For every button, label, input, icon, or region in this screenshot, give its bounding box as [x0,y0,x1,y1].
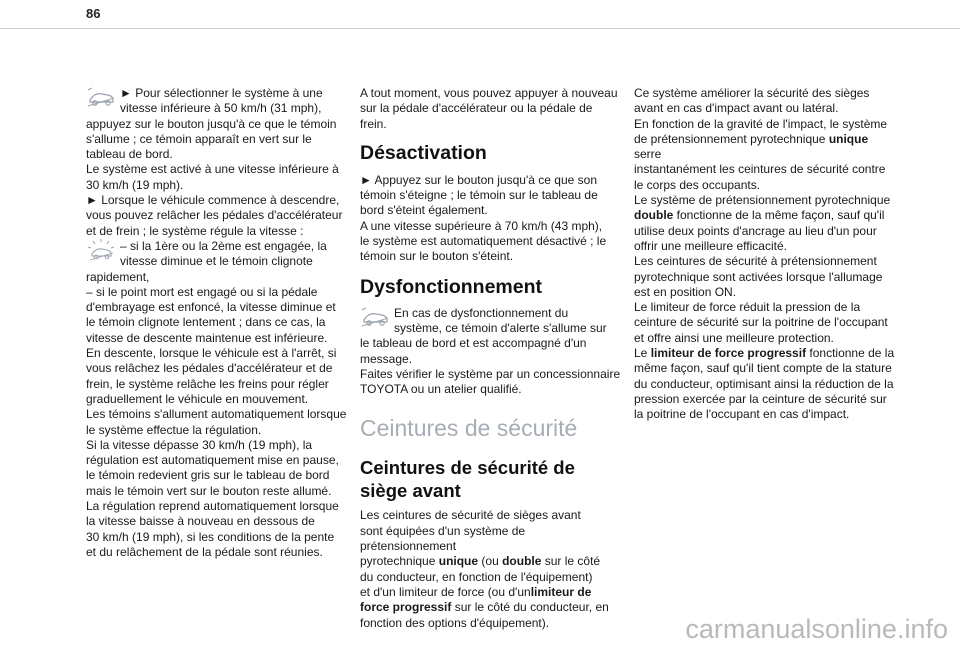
text-line [360,554,622,569]
text-line: et offre ainsi une meilleure protection. [634,330,834,345]
bold-term: unique [438,554,479,569]
text-line: ► Pour sélectionner le système à une [120,86,323,100]
text-line: utilise deux points d'ancrage au lieu d'un pour [634,223,877,238]
text-line: sont équipées d'un système de prétensionnement [360,523,526,554]
text-line: rapidement, [86,269,150,284]
text-line: et de frein ; le système régule la vitesse : [86,223,304,238]
text-line: le tableau de bord et est accompagné d'un [360,336,587,351]
text-run: Le [634,346,651,361]
text-line: bord s'éteint également. [360,203,488,218]
text-run: sur le côté du conducteur, en [451,600,609,615]
column-right [634,86,898,423]
heading-desactivation: Désactivation [360,141,487,164]
text-line: avant en cas d'impact avant ou latéral. [634,101,839,116]
descent-control-warning-icon [360,306,390,328]
text-line: du conducteur, optimisant ainsi la réduction de la [634,376,894,391]
text-line: frein. [360,116,387,131]
text-run: et d'un limiteur de force (ou d'un [360,584,531,599]
text-line: Faites vérifier le système par un concessionnaire [360,366,621,381]
bold-term: force progressif [360,600,452,615]
section-title-ceintures: Ceintures de sécurité [360,415,578,442]
text-line: Le système de prétensionnement pyrotechnique [634,193,891,208]
indicator-paragraph-1 [86,86,351,117]
text-line: pression exercée par la ceinture de sécurité sur [634,391,887,406]
text-line: Si la vitesse dépasse 30 km/h (19 mph), la [86,437,313,452]
text-line: fonction des options d'équipement). [360,615,550,630]
text-line: tableau de bord. [86,147,173,162]
text-line: La régulation reprend automatiquement lorsque [86,499,339,514]
text-run: (ou [478,554,503,569]
text-line: le corps des occupants. [634,177,761,192]
text-line: le témoin redevient gris sur le tableau de bord [86,468,330,483]
text-line: Le système est activé à une vitesse inférieure à [86,162,339,177]
text-run: de prétensionnement pyrotechnique [634,131,829,146]
text-line: 30 km/h (19 mph). [86,177,184,192]
text-run: serre [634,147,662,162]
text-line: témoin sur le bouton s'éteint. [360,249,514,264]
descent-control-blinking-icon [86,239,116,261]
text-line: pyrotechnique sont activées lorsque l'allumage [634,269,883,284]
heading-dysfonctionnement: Dysfonctionnement [360,275,543,298]
text-line: instantanément les ceintures de sécurité contre [634,162,886,177]
subheading-line-1: Ceintures de sécurité de [360,457,575,479]
text-line: A tout moment, vous pouvez appuyer à nouveau [360,86,618,100]
text-line: frein, le système relâche les freins pour régler [86,376,329,391]
text-line: vitesse inférieure à 50 km/h (31 mph), [120,101,322,116]
text-line: – si le point mort est engagé ou si la pédale [86,284,318,299]
text-line: 30 km/h (19 mph), si les conditions de la pente [86,529,335,544]
text-line: le système est automatiquement désactivé ; le [360,234,607,249]
text-line: graduellement le véhicule en mouvement. [86,391,309,406]
text-line: Le limiteur de force réduit la pression de la [634,300,861,315]
text-line: vous relâchez les pédales d'accélérateur et de [86,361,333,376]
bold-term: unique [828,131,869,146]
text-line: s'allume ; ce témoin apparaît en vert sur le [86,131,312,146]
bold-term: double [502,554,542,569]
text-line: régulation est automatiquement mise en pause, [86,453,339,468]
text-line: le témoin clignote lentement ; dans ce cas, la [86,315,326,330]
text-line: même façon, sauf qu'il tient compte de la stature [634,361,892,376]
text-line: ceinture de sécurité sur la poitrine de l'occupant [634,315,888,330]
text-line: sur la pédale d'accélérateur ou la pédale de [360,101,593,116]
text-line: vitesse de descente maintenue est inférieure. [86,330,328,345]
subheading-line-2: siège avant [360,480,461,502]
text-line: offrir une meilleure efficacité. [634,238,787,253]
text-line: appuyez sur le bouton jusqu'à ce que le témoin [86,116,337,131]
text-line: et du relâchement de la pédale sont réunies. [86,544,323,559]
warning-paragraph [360,306,622,337]
text-line: ► Appuyez sur le bouton jusqu'à ce que son [360,172,597,187]
text-line: témoin s'éteigne ; le témoin sur le tableau de [360,188,598,203]
text-run: fonctionne de la même façon, sauf qu'il [673,208,885,223]
text-line: TOYOTA ou un atelier qualifié. [360,382,522,397]
text-line: d'embrayage est enfoncé, la vitesse diminue et [86,300,336,315]
bold-term: limiteur de [530,584,592,599]
text-line: En fonction de la gravité de l'impact, le système [634,116,888,131]
text-line: vous pouvez relâcher les pédales d'accélérateur [86,208,343,223]
header-divider [0,28,960,29]
text-line: le système effectue la régulation. [86,422,262,437]
text-line: Les ceintures de sécurité à prétensionnement [634,254,877,269]
text-line [360,585,622,600]
column-left [86,86,351,560]
text-line: est en position ON. [634,284,737,299]
text-run: pyrotechnique [360,554,439,569]
text-line: En cas de dysfonctionnement du [394,305,569,320]
text-run: fonctionne de la [806,346,895,361]
text-line: la vitesse baisse à nouveau en dessous de [86,514,315,529]
text-line: vitesse diminue et le témoin clignote [120,254,313,269]
text-line: – si la 1ère ou la 2ème est engagée, la [120,238,327,253]
watermark-site-name: carmanualsonline.info [685,614,948,644]
text-line: Les ceintures de sécurité de sièges avant [360,508,581,523]
text-line: En descente, lorsque le véhicule est à l'arrêt, si [86,346,337,361]
text-line: mais le témoin vert sur le bouton reste allumé. [86,483,332,498]
text-line: A une vitesse supérieure à 70 km/h (43 mph), [360,218,603,233]
descent-control-indicator-icon [86,86,116,108]
text-line: Les témoins s'allument automatiquement lorsque [86,407,347,422]
text-line [360,600,622,615]
text-line: ► Lorsque le véhicule commence à descendre, [86,193,340,208]
text-line: du conducteur, en fonction de l'équipement) [360,569,593,584]
column-middle [360,86,622,631]
text-line [634,346,898,361]
text-line: Ce système améliorer la sécurité des sièges [634,86,870,100]
text-line [634,208,898,223]
bold-term: double [634,208,674,223]
text-line: message. [360,351,413,366]
text-run: sur le côté [541,554,601,569]
text-line: la poitrine de l'occupant en cas d'impact. [634,407,850,422]
bold-term: limiteur de force progressif [650,346,807,361]
text-line: système, ce témoin d'alerte s'allume sur [394,320,607,335]
page-number: 86 [86,6,101,21]
indicator-paragraph-2 [86,239,351,270]
text-line [634,132,898,163]
